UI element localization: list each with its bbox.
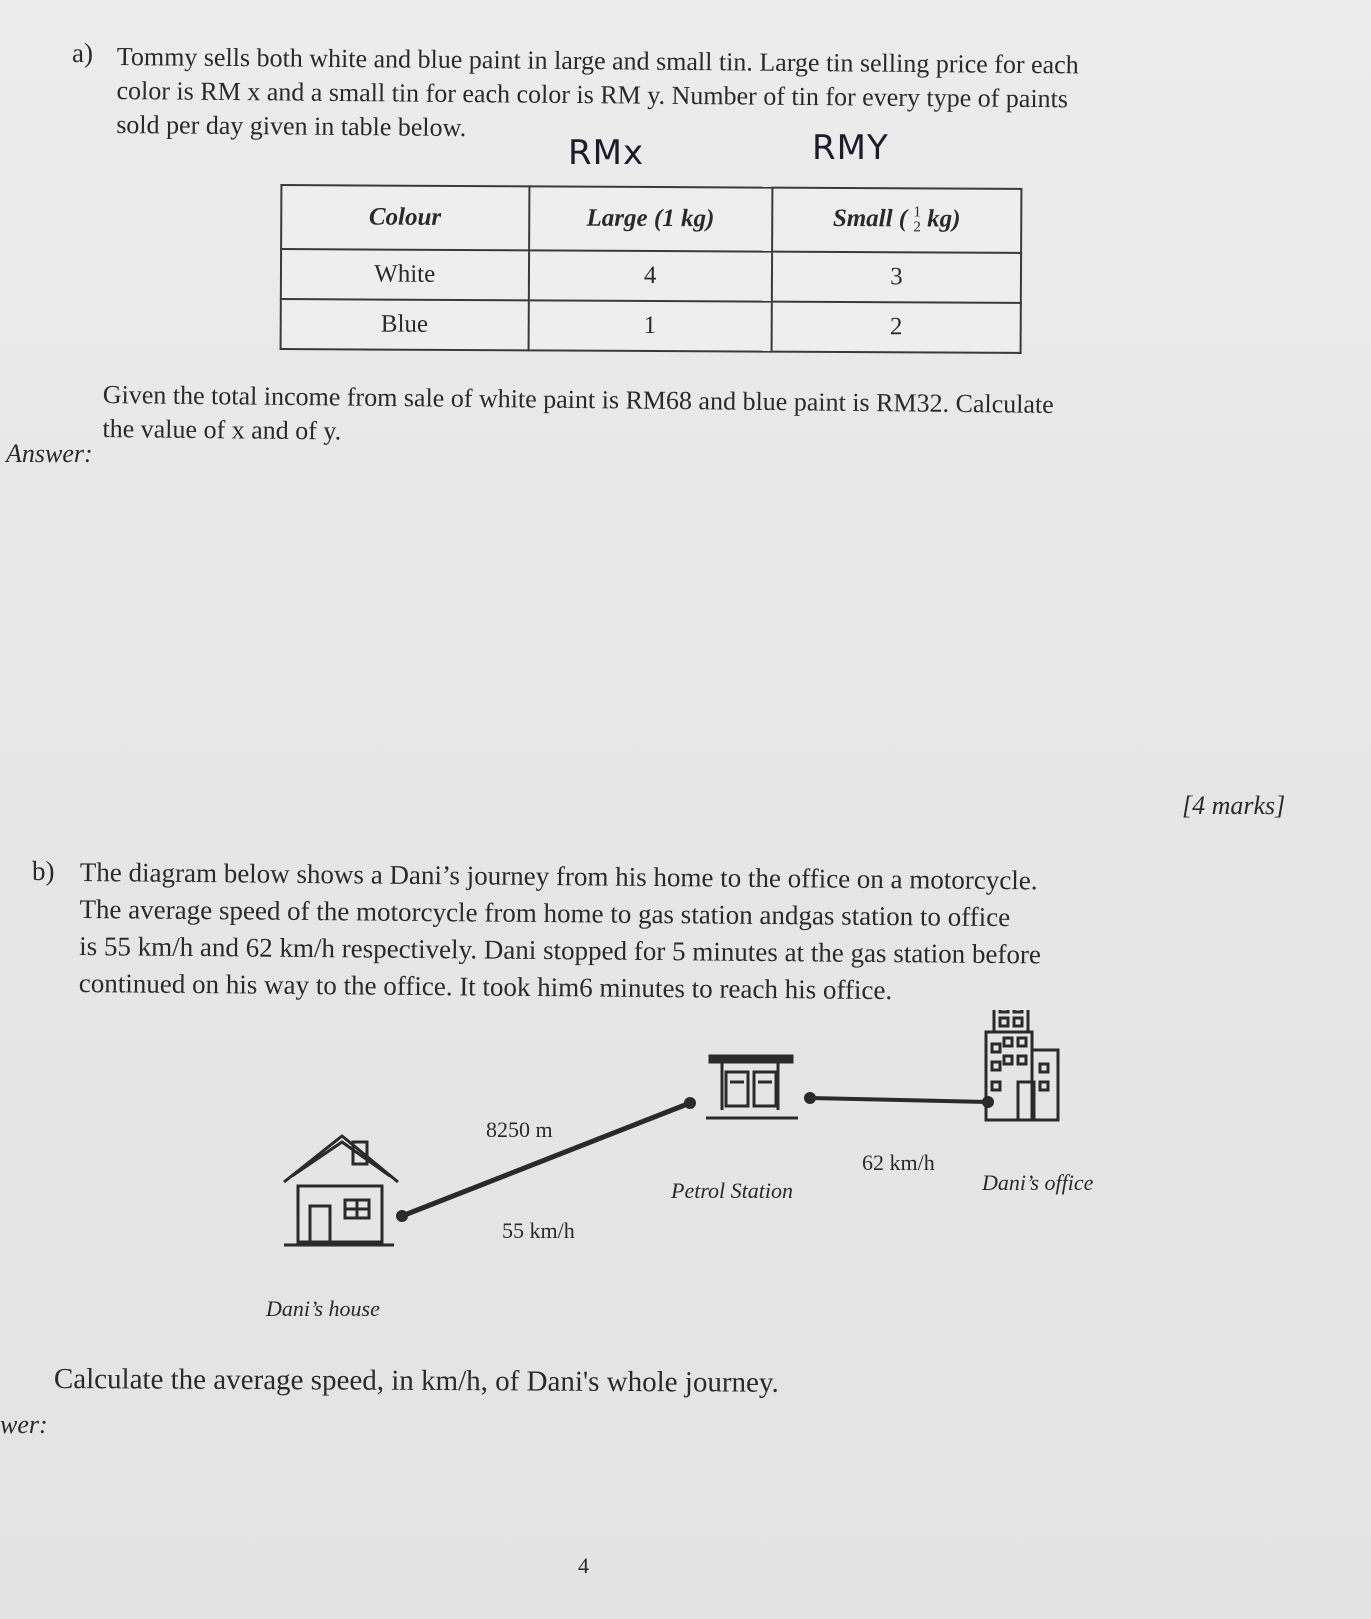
header-small-suffix: kg) bbox=[927, 205, 961, 233]
question-a-line-1: Tommy sells both white and blue paint in large and small tin. Large tin selling price for each bbox=[116, 41, 1079, 80]
half-fraction bbox=[913, 205, 921, 235]
house-label: Dani’s house bbox=[266, 1296, 380, 1321]
answer-label-b: wer: bbox=[0, 1410, 48, 1439]
marks-label: [4 marks] bbox=[1182, 791, 1286, 820]
office-point bbox=[982, 1096, 994, 1108]
office-building-icon bbox=[986, 1010, 1058, 1120]
table-row bbox=[281, 249, 1021, 303]
question-b-label: b) bbox=[32, 856, 55, 886]
station-point-left bbox=[684, 1097, 696, 1109]
page-number: 4 bbox=[578, 1553, 589, 1578]
header-large: Large (1 kg) bbox=[529, 186, 773, 251]
question-b-text bbox=[79, 854, 1042, 1010]
cell-white-large: 4 bbox=[528, 250, 772, 301]
house-point bbox=[396, 1210, 408, 1222]
petrol-station-label: Petrol Station bbox=[671, 1178, 794, 1203]
route-station-to-office bbox=[810, 1098, 988, 1102]
question-b-line-4: continued on his way to the office. It took him6 minutes to reach his office. bbox=[78, 967, 893, 1006]
petrol-station-icon bbox=[706, 1056, 798, 1118]
cell-white: White bbox=[281, 249, 529, 300]
question-a-line-3: sold per day given in table below. bbox=[116, 109, 467, 143]
given-line-2: the value of x and of y. bbox=[102, 413, 342, 446]
fraction-numerator: 1 bbox=[913, 204, 922, 221]
distance-label: 8250 m bbox=[486, 1117, 553, 1142]
given-text bbox=[102, 378, 1054, 456]
cell-blue: Blue bbox=[281, 299, 529, 350]
paint-table bbox=[280, 184, 1023, 354]
question-a-line-2: color is RM x and a small tin for each color is RM y. Number of tin for every type of paints bbox=[116, 75, 1069, 114]
cell-white-small: 3 bbox=[772, 252, 1021, 303]
speed-1-label: 55 km/h bbox=[502, 1218, 575, 1243]
station-point-right bbox=[804, 1092, 816, 1104]
question-b-line-3: is 55 km/h and 62 km/h respectively. Dani stopped for 5 minutes at the gas station before bbox=[79, 930, 1042, 970]
header-colour: Colour bbox=[281, 185, 529, 250]
calculate-text: Calculate the average speed, in km/h, of Dani's whole journey. bbox=[53, 1363, 779, 1399]
answer-label-a: Answer: bbox=[6, 439, 93, 468]
header-small-prefix: Small ( bbox=[832, 204, 908, 233]
table-header-row bbox=[281, 185, 1021, 253]
fraction-denominator: 2 bbox=[913, 219, 921, 236]
journey-diagram bbox=[270, 1010, 1110, 1270]
given-line-1: Given the total income from sale of white paint is RM68 and blue paint is RM32. Calculate bbox=[102, 379, 1054, 419]
office-label: Dani’s office bbox=[982, 1170, 1094, 1195]
cell-blue-small: 2 bbox=[771, 302, 1020, 353]
question-b-line-2: The average speed of the motorcycle from home to gas station andgas station to office bbox=[79, 893, 1011, 933]
question-a-label: a) bbox=[72, 38, 93, 68]
speed-2-label: 62 km/h bbox=[862, 1150, 935, 1175]
handwritten-rmx: RMx bbox=[568, 133, 645, 173]
table-row bbox=[281, 299, 1021, 353]
question-b-line-1: The diagram below shows a Dani’s journey from his home to the office on a motorcycle. bbox=[79, 856, 1038, 896]
cell-blue-large: 1 bbox=[528, 300, 772, 351]
handwritten-rmy: RMY bbox=[812, 128, 889, 168]
house-icon bbox=[284, 1136, 398, 1245]
header-small bbox=[772, 188, 1021, 253]
